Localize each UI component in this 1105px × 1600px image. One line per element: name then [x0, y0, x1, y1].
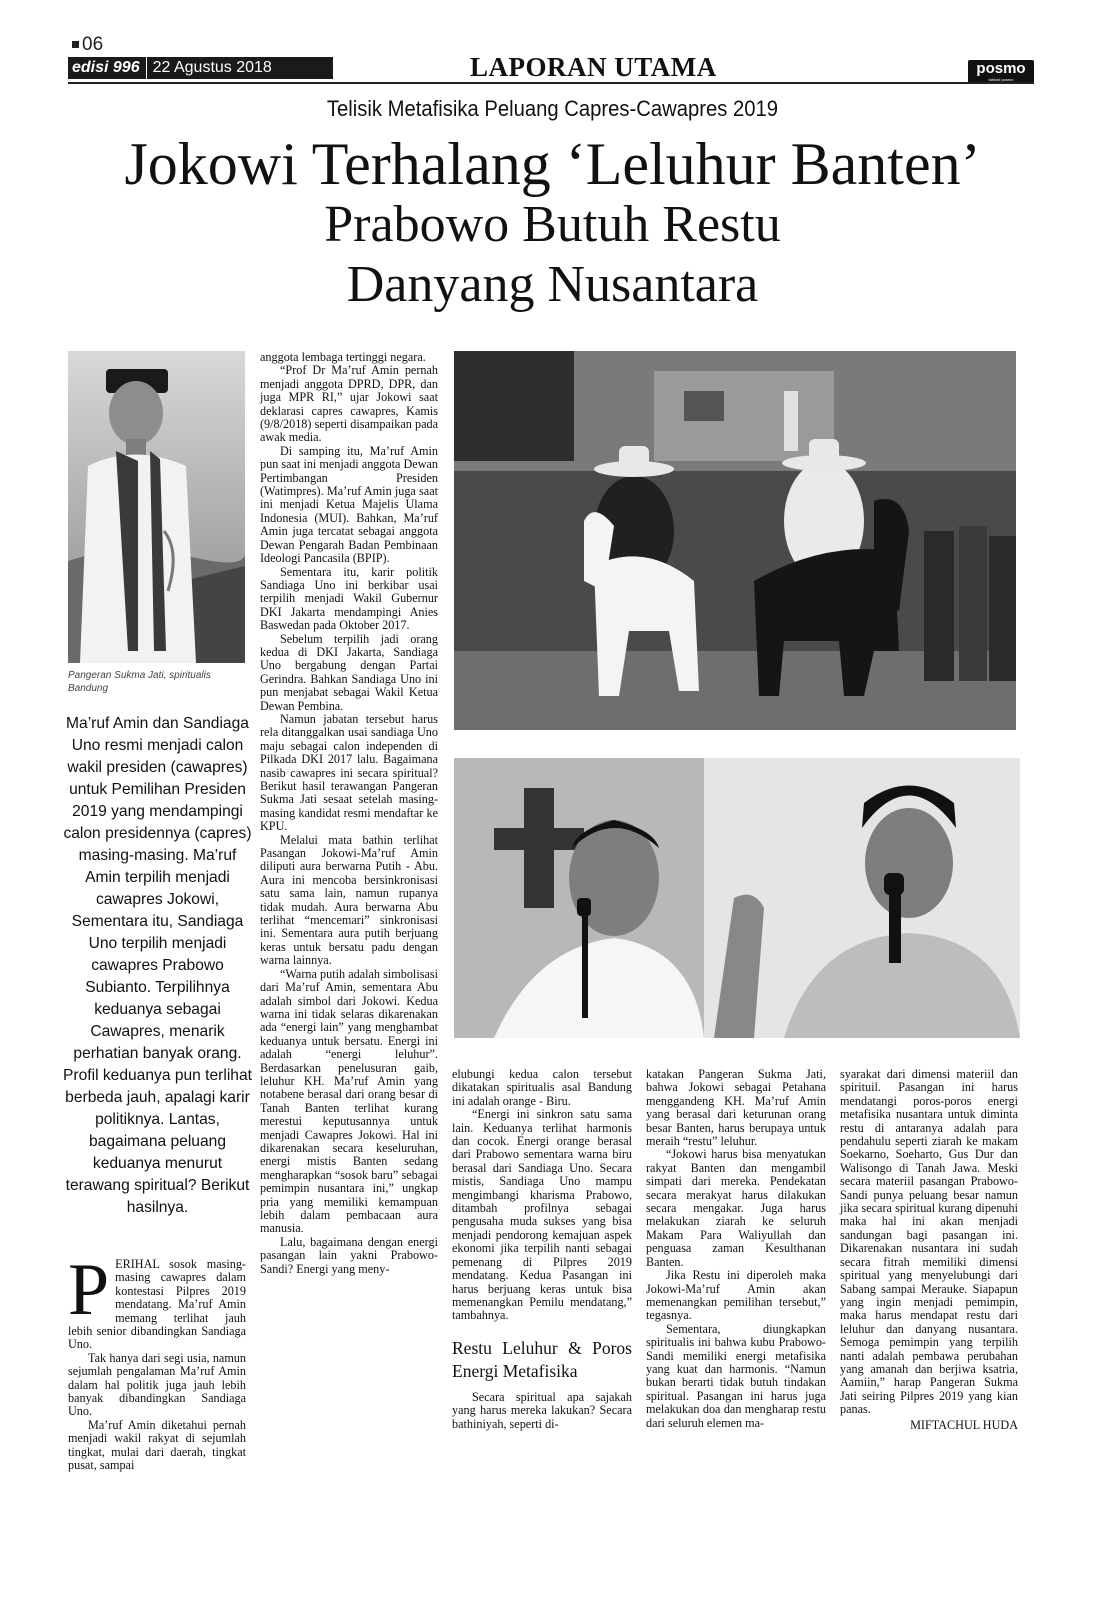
col3-paragraph: “Energi ini sinkron satu sama lain. Keduanya terlihat harmonis dan cocok. Energi orange berasal dari Prabowo sementara warna biru berasal dari Sandiaga Uno. Secara mistis, Sandiaga Uno mampu mengimbangi kharisma Prabowo, ditambah profilnya sebagai pengusaha muda sukses yang bisa menjadi pendorong kemajuan aspek ekonomi jika terpilih nanti sebagai pemenang di Pilpres 2019 mendatang. Kedua Pasangan ini harus berjuang keras untuk bisa memenangkan Pemilu mendatang,” tambahnya. — [452, 1107, 632, 1323]
header-rule — [68, 82, 1034, 84]
col1-paragraph: PERIHAL sosok masing-masing cawapres dalam kontestasi Pilpres 2019 mendatang. Ma’ruf Amin memang terlihat jauh lebih senior dibandingkan Sandiaga Uno. — [68, 1249, 246, 1352]
photo1-caption: Pangeran Sukma Jati, spiritualis Bandung — [68, 670, 211, 694]
photo-jokowi-prabowo-horses — [454, 351, 1016, 730]
page-number: 06 — [72, 34, 103, 56]
col5-paragraph: syarakat dari dimensi materiil dan spirituil. Pasangan ini harus mendatangi poros-poros energi metafisika nusantara untuk diminta restu di antaranya adalah para pendahulu seperti ziarah ke makam Soekarno, Soeharto, Gus Dur dan Walisongo di Tanah Jawa. Meski secara materiil pasangan Prabowo-Sandi punya peluang besar namun jika secara spiritual kurang dipenuhi maka hal ini akan menjadi sandungan bagi pasangan ini. Dikarenakan nusantara ini sudah secara fitrah memiliki dimensi spiritual yang menyelubungi dari Sabang sampai Merauke. Siapapun yang ingin menjadi pemimpin, maka harus mendapat restu dari leluhur dan danyang nusantara. Semoga pemimpin yang terpilih nanti adalah pembawa perubahan yang amanah dan berjiwa ksatria, Aamiin,” harap Pangeran Sukma Jati seiring Pilpres 2019 yang kian panas. — [840, 1067, 1018, 1417]
subheading-restu-leluhur: Restu Leluhur & Poros Energi Metafisika — [452, 1337, 632, 1381]
col4-paragraph: Jika Restu ini diperoleh maka Jokowi-Ma’ruf Amin akan memenangkan pemilihan tersebut,” tegasnya. — [646, 1268, 826, 1323]
col4-paragraph: Sementara, diungkapkan spiritualis ini bahwa kubu Prabowo-Sandi memiliki energi metafisika yang kuat dan harmonis. “Namun bukan berarti tidak butuh tindakan spiritual. Pasangan ini harus juga melakukan doa dan mengharap restu dari seluruh elemen ma- — [646, 1321, 826, 1430]
photo-pangeran-sukma-jati — [68, 351, 245, 663]
body-column-2 — [260, 351, 438, 1276]
col1-paragraph: Ma’ruf Amin diketahui pernah menjadi wakil rakyat di sejumlah tingkat, mulai dari daerah, tingkat pusat, sampai — [68, 1417, 246, 1473]
col2-paragraph: Sementara itu, karir politik Sandiaga Uno ini berkibar usai terpilih menjadi Wakil Gubernur DKI Jakarta mendampingi Anies Baswedan pada Oktober 2017. — [260, 564, 438, 633]
col2-paragraph: Melalui mata bathin terlihat Pasangan Jokowi-Ma’ruf Amin diliputi aura berwarna Putih - Abu. Aura ini mencoba bersinkronisasi satu sama lain, namun rupanya tidak mudah. Aura berwarna Abu terlihat “mencemari” sinkronisasi ini. Sementara aura putih berjuang keras untuk bersatu padu dengan warna lainnya. — [260, 832, 438, 968]
col2-paragraph: anggota lembaga tertinggi negara. — [260, 350, 426, 364]
drop-cap: P — [68, 1249, 110, 1331]
edition-bar — [68, 57, 333, 79]
body-column-3 — [452, 1068, 632, 1431]
col2-paragraph: “Prof Dr Ma’ruf Amin pernah menjadi anggota DPRD, DPR, dan juga MPR RI,” ujar Jokowi saat deklarasi capres cawapres, Kamis (9/8/2018) seperti disampaikan pada awak media. — [260, 363, 438, 445]
col1-paragraph: Tak hanya dari segi usia, namun sejumlah pengalaman Ma’ruf Amin dalam hal politik juga jauh lebih banyak dibandingkan Sandiaga Uno. — [68, 1350, 246, 1419]
headline-line1: Jokowi Terhalang ‘Leluhur Banten’ — [124, 131, 981, 197]
edition-date: 22 Agustus 2018 — [146, 57, 272, 79]
body-column-1 — [68, 1249, 246, 1473]
col2-paragraph: Di samping itu, Ma’ruf Amin pun saat ini menjadi anggota Dewan Pertimbangan Presiden (Watimpres). Ma’ruf Amin juga saat ini menjadi Ketua Majelis Ulama Indonesia (MUI). Bahkan, Ma’ruf Amin juga tercatat sebagai anggota Dewan Pengarah Badan Pembinaan Ideologi Pancasila (BPIP). — [260, 443, 438, 566]
section-rubric: LAPORAN UTAMA — [470, 52, 717, 82]
body-column-4 — [646, 1068, 826, 1430]
posmo-logo: posmo tabloid posmo — [968, 60, 1034, 84]
col3-paragraph: elubungi kedua calon tersebut dikatakan spiritualis asal Bandung ini adalah orange - Biru. — [452, 1067, 632, 1108]
col4-paragraph: “Jokowi harus bisa menyatukan rakyat Banten dan mengambil simpati dari mereka. Pendekatan secara merakyat harus dilakukan secara mengakar. Juga harus melakukan ziarah ke seluruh Makam Para Waliyullah dan penguasa zaman Kesulthanan Banten. — [646, 1147, 826, 1269]
lead-paragraph: Ma’ruf Amin dan Sandiaga Uno resmi menjadi calon wakil presiden (cawapres) untuk Pemilihan Presiden 2019 yang mendampingi calon presidennya (capres) masing-masing. Ma’ruf Amin terpilih menjadi cawapres Jokowi, Sementara itu, Sandiaga Uno terpilih menjadi cawapres Prabowo Subianto. Terpilihnya keduanya sebagai Cawapres, menarik perhatian banyak orang. Profil keduanya pun terlihat berbeda jauh, apalagi karir politiknya. Lantas, bagaimana peluang keduanya menurut terawang spiritual? Berikut hasilnya. — [63, 715, 252, 1216]
col3-paragraph: Secara spiritual apa sajakah yang harus mereka lakukan? Secara bathiniyah, seperti di- — [452, 1389, 632, 1431]
col4-paragraph: katakan Pangeran Sukma Jati, bahwa Jokowi sebagai Petahana menggandeng KH. Ma’ruf Amin yang berasal dari keturunan orang besar Banten, harus berupaya untuk meraih “restu” leluhur. — [646, 1067, 826, 1149]
body-column-5 — [840, 1068, 1018, 1432]
col2-paragraph: Sebelum terpilih jadi orang kedua di DKI Jakarta, Sandiaga Uno bergabung dengan Partai Gerindra. Bahkan Sandiaga Uno ini pun menjabat sebagai Wakil Ketua Dewan Pembina. — [260, 631, 438, 713]
col2-paragraph: “Warna putih adalah simbolisasi dari Ma’ruf Amin, sementara Abu adalah simbol dari Jokowi. Kedua warna ini tidak selaras dikarenakan ada “energi lain” yang menghambat keduanya untuk bersatu. Energi ini adalah “energi leluhur”. Berdasarkan penelusuran gaib, leluhur KH. Ma’ruf Amin yang notabene berasal dari orang besar di Tanah Banten terlihat kurang merestui keputusannya untuk menjadi Cawapres Jokowi. Hal ini dikarenakan secara keseluruhan, energi mistis Banten sedang mengharapkan “sosok baru” sebagai pemimpin nusantara ini,” ungkap pria yang memiliki kemampuan lebih dalam pembacaan aura manusia. — [260, 966, 438, 1236]
col2-paragraph: Lalu, bagaimana dengan energi pasangan lain yakni Prabowo-Sandi? Energi yang meny- — [260, 1234, 438, 1276]
edition-number: edisi 996 — [72, 59, 140, 76]
headline-line2-3: Prabowo Butuh Restu Danyang Nusantara — [324, 196, 781, 313]
col2-paragraph: Namun jabatan tersebut harus rela ditanggalkan usai sandiaga Uno maju sebagai calon independen di Pilkada DKI 2017 lalu. Bagaimana nasib cawapres ini secara spiritual? Berikut hasil terawangan Pangeran Sukma Jati sesaat setelah masing-masing kandidat resmi mendaftar ke KPU. — [260, 711, 438, 834]
photo-jokowi-prabowo-speaking — [454, 758, 1020, 1038]
byline: MIFTACHUL HUDA — [910, 1417, 1018, 1432]
kicker: Telisik Metafisika Peluang Capres-Cawapres 2019 — [326, 96, 779, 121]
